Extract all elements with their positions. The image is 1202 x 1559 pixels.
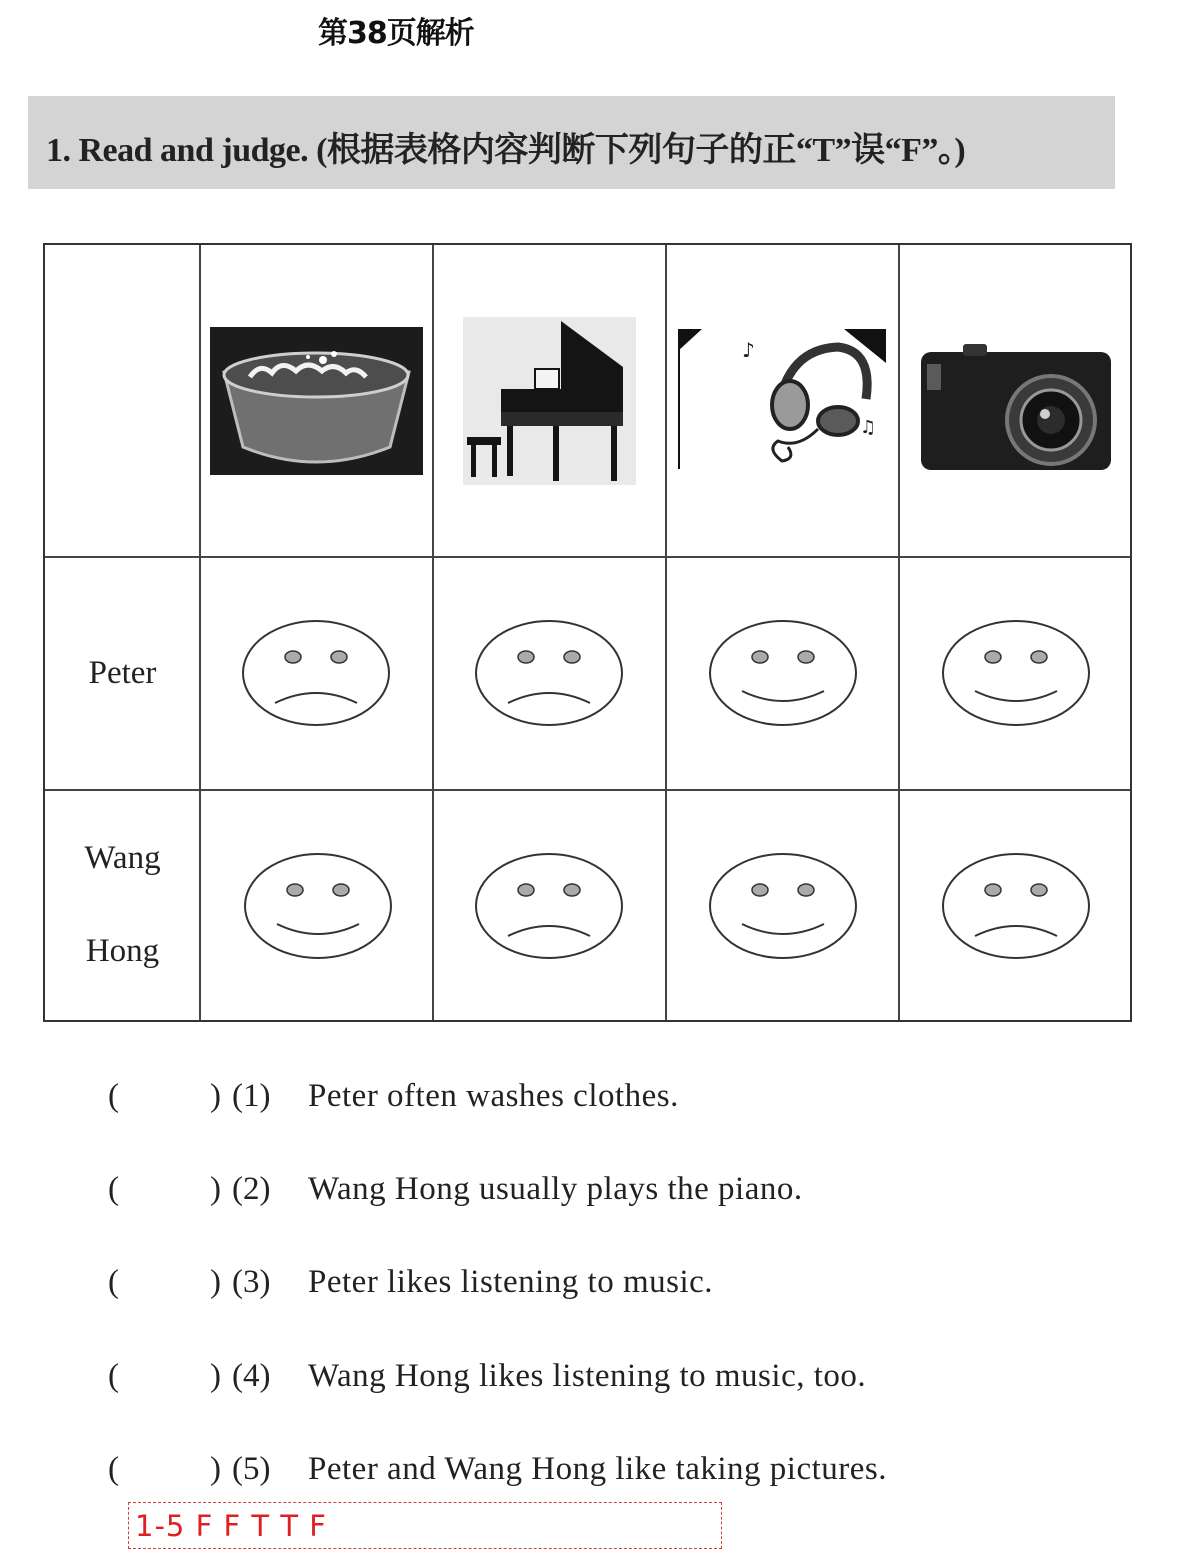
answer-text: 1-5 F F T T F — [135, 1509, 327, 1543]
page-title: 第38页解析 — [318, 16, 474, 51]
exercise-heading: 1. Read and judge. (根据表格内容判断下列句子的正“T”误“F”。) — [46, 132, 966, 169]
peter-piano-face — [474, 619, 624, 733]
wanghong-music-face — [708, 852, 858, 966]
exercise-header — [28, 96, 1115, 189]
camera-icon — [921, 340, 1111, 476]
peter-music-face — [708, 619, 858, 733]
wanghong-camera-face — [941, 852, 1091, 966]
row-label-wang-hong-line1: Wang — [84, 840, 161, 876]
answer-box — [128, 1502, 722, 1549]
washing-bowl-icon — [210, 327, 423, 479]
row-label-peter: Peter — [88, 655, 157, 691]
svg-text:♪: ♪ — [742, 338, 755, 362]
wanghong-washing-face — [243, 852, 393, 966]
row-label-wang-hong-line2: Hong — [85, 933, 160, 969]
headphones-icon — [678, 329, 886, 473]
peter-washing-face — [241, 619, 391, 733]
judge-table — [43, 243, 1132, 1022]
peter-camera-face — [941, 619, 1091, 733]
wanghong-piano-face — [474, 852, 624, 966]
svg-text:♫: ♫ — [860, 417, 877, 438]
piano-icon — [463, 317, 636, 489]
